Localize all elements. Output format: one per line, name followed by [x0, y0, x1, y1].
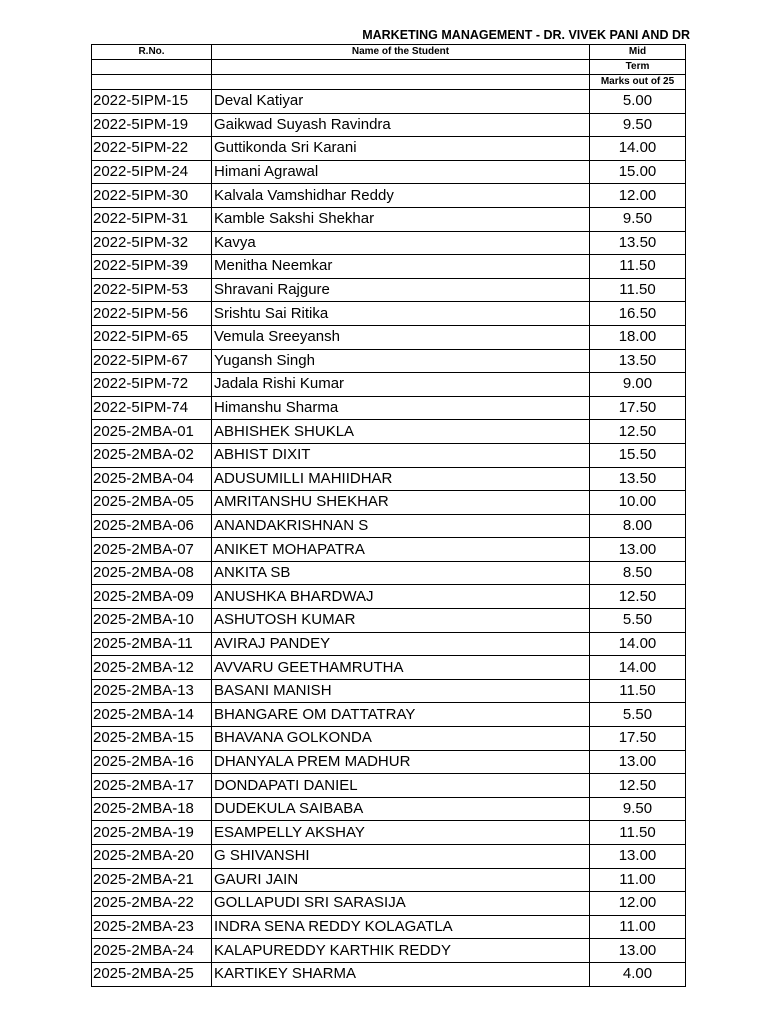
marks-cell: 13.50	[590, 231, 686, 255]
roll-number-cell: 2025-2MBA-24	[92, 939, 212, 963]
student-name-cell: ANANDAKRISHNAN S	[212, 514, 590, 538]
table-row	[92, 491, 686, 515]
table-row	[92, 679, 686, 703]
student-name-cell: BASANI MANISH	[212, 679, 590, 703]
roll-number-cell: 2025-2MBA-09	[92, 585, 212, 609]
student-name-cell: Deval Katiyar	[212, 90, 590, 114]
marks-cell: 12.50	[590, 420, 686, 444]
marks-cell: 5.50	[590, 609, 686, 633]
table-row	[92, 609, 686, 633]
student-name-cell: KARTIKEY SHARMA	[212, 962, 590, 986]
student-name-cell: Menitha Neemkar	[212, 255, 590, 279]
student-name-cell: AVIRAJ PANDEY	[212, 632, 590, 656]
student-name-cell: Jadala Rishi Kumar	[212, 373, 590, 397]
header-empty-cell	[92, 60, 212, 75]
student-name-cell: DUDEKULA SAIBABA	[212, 797, 590, 821]
roll-number-cell: 2022-5IPM-24	[92, 160, 212, 184]
marks-cell: 8.50	[590, 561, 686, 585]
table-row	[92, 160, 686, 184]
student-name-cell: Himanshu Sharma	[212, 396, 590, 420]
marks-cell: 11.50	[590, 255, 686, 279]
student-name-cell: Himani Agrawal	[212, 160, 590, 184]
table-row	[92, 349, 686, 373]
roll-number-cell: 2022-5IPM-65	[92, 325, 212, 349]
roll-number-cell: 2022-5IPM-72	[92, 373, 212, 397]
table-row	[92, 868, 686, 892]
table-row	[92, 373, 686, 397]
roll-number-cell: 2025-2MBA-19	[92, 821, 212, 845]
marks-cell: 5.50	[590, 703, 686, 727]
marks-cell: 5.00	[590, 90, 686, 114]
marks-cell: 11.50	[590, 278, 686, 302]
header-row-2	[92, 60, 686, 75]
student-name-cell: ABHISHEK SHUKLA	[212, 420, 590, 444]
roll-number-cell: 2025-2MBA-04	[92, 467, 212, 491]
table-row	[92, 632, 686, 656]
table-row	[92, 656, 686, 680]
roll-number-cell: 2022-5IPM-30	[92, 184, 212, 208]
student-name-cell: Kamble Sakshi Shekhar	[212, 207, 590, 231]
marks-cell: 12.50	[590, 774, 686, 798]
table-row	[92, 561, 686, 585]
roll-number-cell: 2025-2MBA-11	[92, 632, 212, 656]
marks-cell: 13.00	[590, 845, 686, 869]
marks-cell: 9.50	[590, 797, 686, 821]
marks-cell: 14.00	[590, 656, 686, 680]
student-name-cell: Guttikonda Sri Karani	[212, 137, 590, 161]
table-row	[92, 255, 686, 279]
header-empty-cell	[212, 60, 590, 75]
marks-cell: 15.50	[590, 443, 686, 467]
student-name-cell: ASHUTOSH KUMAR	[212, 609, 590, 633]
roll-number-cell: 2022-5IPM-67	[92, 349, 212, 373]
table-row	[92, 467, 686, 491]
table-row	[92, 113, 686, 137]
marks-cell: 16.50	[590, 302, 686, 326]
roll-number-cell: 2022-5IPM-74	[92, 396, 212, 420]
table-row	[92, 278, 686, 302]
table-row	[92, 750, 686, 774]
roll-number-cell: 2025-2MBA-14	[92, 703, 212, 727]
marks-cell: 12.00	[590, 892, 686, 916]
table-row	[92, 821, 686, 845]
table-row	[92, 774, 686, 798]
marks-table	[91, 44, 686, 987]
student-name-cell: Srishtu Sai Ritika	[212, 302, 590, 326]
student-name-cell: AMRITANSHU SHEKHAR	[212, 491, 590, 515]
student-name-cell: Kavya	[212, 231, 590, 255]
table-row	[92, 184, 686, 208]
table-row	[92, 207, 686, 231]
marks-cell: 9.50	[590, 207, 686, 231]
table-row	[92, 137, 686, 161]
roll-number-cell: 2022-5IPM-15	[92, 90, 212, 114]
marks-cell: 11.00	[590, 915, 686, 939]
marks-cell: 18.00	[590, 325, 686, 349]
marks-cell: 13.00	[590, 750, 686, 774]
student-name-cell: ANKITA SB	[212, 561, 590, 585]
header-name: Name of the Student	[212, 45, 590, 60]
marks-cell: 13.50	[590, 467, 686, 491]
roll-number-cell: 2025-2MBA-22	[92, 892, 212, 916]
table-row	[92, 325, 686, 349]
student-name-cell: G SHIVANSHI	[212, 845, 590, 869]
marks-cell: 15.00	[590, 160, 686, 184]
roll-number-cell: 2022-5IPM-19	[92, 113, 212, 137]
marks-cell: 13.00	[590, 538, 686, 562]
roll-number-cell: 2025-2MBA-25	[92, 962, 212, 986]
sheet-title: MARKETING MANAGEMENT - DR. VIVEK PANI AND DR	[362, 28, 690, 42]
student-name-cell: Vemula Sreeyansh	[212, 325, 590, 349]
student-name-cell: INDRA SENA REDDY KOLAGATLA	[212, 915, 590, 939]
header-rno: R.No.	[92, 45, 212, 60]
table-row	[92, 514, 686, 538]
table-row	[92, 231, 686, 255]
table-row	[92, 585, 686, 609]
roll-number-cell: 2025-2MBA-05	[92, 491, 212, 515]
header-row-3	[92, 75, 686, 90]
roll-number-cell: 2025-2MBA-07	[92, 538, 212, 562]
marks-cell: 10.00	[590, 491, 686, 515]
table-row	[92, 845, 686, 869]
marks-cell: 9.50	[590, 113, 686, 137]
marks-cell: 8.00	[590, 514, 686, 538]
roll-number-cell: 2025-2MBA-08	[92, 561, 212, 585]
roll-number-cell: 2025-2MBA-21	[92, 868, 212, 892]
table-row	[92, 396, 686, 420]
roll-number-cell: 2025-2MBA-12	[92, 656, 212, 680]
student-name-cell: Kalvala Vamshidhar Reddy	[212, 184, 590, 208]
marks-cell: 4.00	[590, 962, 686, 986]
table-row	[92, 443, 686, 467]
roll-number-cell: 2025-2MBA-15	[92, 727, 212, 751]
table-row	[92, 797, 686, 821]
student-name-cell: GOLLAPUDI SRI SARASIJA	[212, 892, 590, 916]
roll-number-cell: 2022-5IPM-31	[92, 207, 212, 231]
student-name-cell: Yugansh Singh	[212, 349, 590, 373]
marks-cell: 13.00	[590, 939, 686, 963]
header-term: Term	[590, 60, 686, 75]
table-row	[92, 727, 686, 751]
table-row	[92, 962, 686, 986]
table-row	[92, 915, 686, 939]
student-name-cell: ADUSUMILLI MAHIIDHAR	[212, 467, 590, 491]
student-name-cell: ESAMPELLY AKSHAY	[212, 821, 590, 845]
roll-number-cell: 2025-2MBA-10	[92, 609, 212, 633]
roll-number-cell: 2025-2MBA-16	[92, 750, 212, 774]
student-name-cell: BHAVANA GOLKONDA	[212, 727, 590, 751]
student-name-cell: DHANYALA PREM MADHUR	[212, 750, 590, 774]
marks-cell: 17.50	[590, 727, 686, 751]
header-row	[92, 45, 686, 60]
table-row	[92, 302, 686, 326]
header-empty-cell	[212, 75, 590, 90]
marks-cell: 12.00	[590, 184, 686, 208]
roll-number-cell: 2025-2MBA-13	[92, 679, 212, 703]
roll-number-cell: 2025-2MBA-02	[92, 443, 212, 467]
student-name-cell: Gaikwad Suyash Ravindra	[212, 113, 590, 137]
marks-cell: 11.50	[590, 679, 686, 703]
roll-number-cell: 2022-5IPM-56	[92, 302, 212, 326]
roll-number-cell: 2022-5IPM-32	[92, 231, 212, 255]
table-row	[92, 538, 686, 562]
student-name-cell: GAURI JAIN	[212, 868, 590, 892]
marks-cell: 12.50	[590, 585, 686, 609]
table-row	[92, 703, 686, 727]
roll-number-cell: 2025-2MBA-06	[92, 514, 212, 538]
table-row	[92, 939, 686, 963]
roll-number-cell: 2022-5IPM-39	[92, 255, 212, 279]
marks-cell: 9.00	[590, 373, 686, 397]
roll-number-cell: 2025-2MBA-01	[92, 420, 212, 444]
student-name-cell: DONDAPATI DANIEL	[212, 774, 590, 798]
roll-number-cell: 2025-2MBA-18	[92, 797, 212, 821]
marks-cell: 13.50	[590, 349, 686, 373]
roll-number-cell: 2022-5IPM-53	[92, 278, 212, 302]
student-name-cell: KALAPUREDDY KARTHIK REDDY	[212, 939, 590, 963]
marks-cell: 14.00	[590, 137, 686, 161]
roll-number-cell: 2025-2MBA-20	[92, 845, 212, 869]
header-empty-cell	[92, 75, 212, 90]
marks-cell: 11.50	[590, 821, 686, 845]
marks-cell: 14.00	[590, 632, 686, 656]
roll-number-cell: 2025-2MBA-17	[92, 774, 212, 798]
table-row	[92, 90, 686, 114]
marks-cell: 17.50	[590, 396, 686, 420]
table-row	[92, 892, 686, 916]
header-mid: Mid	[590, 45, 686, 60]
student-name-cell: ANUSHKA BHARDWAJ	[212, 585, 590, 609]
student-name-cell: AVVARU GEETHAMRUTHA	[212, 656, 590, 680]
roll-number-cell: 2025-2MBA-23	[92, 915, 212, 939]
header-marks: Marks out of 25	[590, 75, 686, 90]
student-name-cell: Shravani Rajgure	[212, 278, 590, 302]
roll-number-cell: 2022-5IPM-22	[92, 137, 212, 161]
student-name-cell: ABHIST DIXIT	[212, 443, 590, 467]
student-name-cell: BHANGARE OM DATTATRAY	[212, 703, 590, 727]
table-row	[92, 420, 686, 444]
student-name-cell: ANIKET MOHAPATRA	[212, 538, 590, 562]
marks-cell: 11.00	[590, 868, 686, 892]
